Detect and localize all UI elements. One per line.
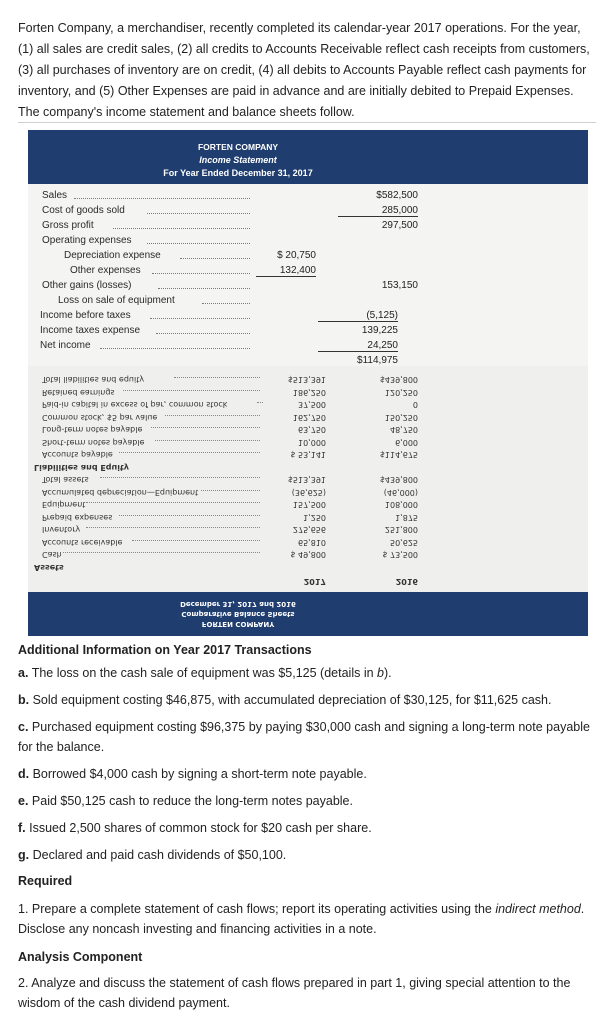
leader-dots <box>150 310 250 319</box>
bs-row-label: Common stock, $5 par value <box>42 413 158 422</box>
bs-row-label: Retained earnings <box>42 388 115 397</box>
bs-row <box>28 549 588 560</box>
bs-row-2017: 10,000 <box>298 438 326 447</box>
analysis-heading: Analysis Component <box>18 950 143 964</box>
item-emphasis: b <box>377 666 384 680</box>
required-item-1 <box>18 899 596 939</box>
required-1-emphasis: indirect method <box>495 902 581 916</box>
leader-dots <box>147 205 250 214</box>
leader-dots <box>100 340 250 349</box>
bs-row-label: Prepaid expenses <box>42 513 113 522</box>
bs-row-2016: 120,250 <box>384 388 418 397</box>
is-row <box>28 205 588 219</box>
bs-row <box>28 424 588 435</box>
item-letter: f. <box>18 821 26 835</box>
additional-info-heading: Additional Information on Year 2017 Transactions <box>18 643 312 657</box>
income-statement-header <box>28 130 588 184</box>
item-letter: d. <box>18 767 30 781</box>
is-row-label: Income taxes expense <box>40 325 141 336</box>
is-row-label: Gross profit <box>42 220 94 231</box>
is-row <box>28 220 588 234</box>
is-row <box>28 250 588 264</box>
is-row <box>28 265 588 279</box>
bs-row-2016: $114,675 <box>379 450 418 460</box>
bs-row-2017: 162,750 <box>292 413 326 422</box>
is-row-label: Net income <box>40 340 91 351</box>
bs-row-2016: 50,625 <box>390 538 418 547</box>
is-row-amount-outer: 285,000 <box>338 205 418 217</box>
bs-row <box>28 524 588 535</box>
divider <box>18 122 596 123</box>
bs-row-label: Paid-in capital in excess of par, common stock <box>42 400 228 410</box>
item-text: Paid $50,125 cash to reduce the long-term notes payable. <box>31 794 353 808</box>
leader-dots <box>113 220 250 229</box>
is-row <box>28 235 588 249</box>
bs-row-2016: $439,800 <box>379 375 418 385</box>
bs-row-2016: $439,800 <box>379 475 418 485</box>
is-row-label: Depreciation expense <box>64 250 161 261</box>
bs-row <box>28 499 588 510</box>
is-row-amount-inner: 132,400 <box>256 265 316 277</box>
is-row-amount-outer: $114,975 <box>318 355 398 366</box>
is-row-label: Cost of goods sold <box>42 205 125 216</box>
bs-column-headers <box>28 575 588 586</box>
additional-item <box>18 818 596 838</box>
is-row <box>28 295 588 309</box>
item-letter: g. <box>18 848 30 862</box>
is-row-amount-inner: $ 20,750 <box>277 250 316 261</box>
intro-paragraph: Forten Company, a merchandiser, recently completed its calendar-year 2017 operations. For the year, (1) all sales are credit sales, (2) all credits to Accounts Receivable reflect cash receipts from customers, (3) all purchases of inventory are on credit, (4) all debits to Accounts Payable reflect cash payments for inventory, and (5) Other Expenses are paid in advance and are initially debited to Prepaid Expenses. The company's income statement and balance sheets follow. <box>18 21 590 119</box>
leader-dots <box>158 280 250 289</box>
bs-row-label: Total liabilities and equity <box>42 375 145 385</box>
bs-row-2017: 157,500 <box>292 500 326 510</box>
bs-row <box>28 374 588 385</box>
bs-row <box>28 386 588 397</box>
is-row <box>28 280 588 294</box>
additional-item <box>18 690 596 710</box>
income-statement-image <box>28 130 588 366</box>
bs-period: December 31, 2017 and 2016 <box>180 600 296 608</box>
bs-row <box>28 399 588 410</box>
bs-row-2017: $ 53,141 <box>290 450 326 460</box>
leader-dots <box>74 190 250 199</box>
bs-row-label: Accumulated depreciation—Equipment <box>42 488 199 497</box>
bs-row-2016: 1,875 <box>395 513 418 522</box>
bs-row <box>28 486 588 497</box>
item-text: Declared and paid cash dividends of $50,100. <box>32 848 287 862</box>
bs-col-2016: 2016 <box>395 577 418 586</box>
leader-dots <box>119 453 260 460</box>
balance-sheet-mirrored <box>28 366 588 636</box>
leader-dots <box>201 490 260 497</box>
item-letter: c. <box>18 720 29 734</box>
leader-dots <box>180 250 250 259</box>
is-row <box>28 310 588 324</box>
leader-dots <box>147 235 250 244</box>
is-company-name: FORTEN COMPANY <box>197 142 279 152</box>
bs-row-label: Accounts receivable <box>42 538 123 547</box>
bs-row-label: Cash <box>42 550 62 560</box>
bs-row-2017: $ 49,800 <box>290 550 326 560</box>
leader-dots <box>257 403 263 410</box>
leader-dots <box>202 295 250 304</box>
leader-dots <box>119 515 260 522</box>
leader-dots <box>174 378 260 385</box>
bs-row-2017: 1,250 <box>303 513 326 522</box>
leader-dots <box>156 325 250 334</box>
item-letter: a. <box>18 666 29 680</box>
leader-dots <box>123 390 260 397</box>
bs-col-2017: 2017 <box>303 577 326 586</box>
leader-dots <box>100 478 260 485</box>
additional-item <box>18 791 596 811</box>
is-row <box>28 355 588 366</box>
leader-dots <box>63 553 260 560</box>
is-row-amount-outer: 139,225 <box>361 325 398 336</box>
is-period: For Year Ended December 31, 2017 <box>163 168 313 178</box>
is-row-amount-outer: $582,500 <box>376 190 418 201</box>
bs-row-label: Equipment <box>42 500 86 510</box>
leader-dots <box>132 540 260 547</box>
leader-dots <box>86 503 260 510</box>
bs-row-2017: 65,810 <box>298 538 326 547</box>
is-row-label: Other gains (losses) <box>42 280 132 291</box>
bs-row-2017: 37,500 <box>298 400 326 410</box>
is-row-label: Other expenses <box>70 265 141 276</box>
item-text: Purchased equipment costing $96,375 by paying $30,000 cash and signing a long-term note payable for the balance. <box>18 720 590 754</box>
balance-sheet-header <box>28 592 588 636</box>
is-title: Income Statement <box>199 155 277 165</box>
bs-row-2016: (46,000) <box>383 488 418 497</box>
item-text: Sold equipment costing $46,875, with accumulated depreciation of $30,125, for $11,625 cash. <box>32 693 552 707</box>
bs-row-2016: 150,250 <box>384 413 418 422</box>
bs-row <box>28 474 588 485</box>
bs-row <box>28 436 588 447</box>
additional-item <box>18 845 596 865</box>
bs-row-label: Accounts payable <box>42 450 113 460</box>
leader-dots <box>155 440 260 447</box>
required-1-tail: . Disclose any noncash investing and financing activities in a note. <box>18 902 585 936</box>
bs-row <box>28 511 588 522</box>
leader-dots <box>151 428 260 435</box>
bs-row-2016: 0 <box>412 400 418 410</box>
bs-row-2017: $513,391 <box>287 375 326 385</box>
additional-item <box>18 717 596 757</box>
is-row-label: Sales <box>42 190 68 201</box>
leader-dots <box>152 265 250 274</box>
bs-row-2017: (36,625) <box>291 488 326 497</box>
bs-row-label: Liabilities and Equity <box>34 463 130 472</box>
additional-item <box>18 663 596 683</box>
bs-row-label: Assets <box>34 563 64 572</box>
item-letter: e. <box>18 794 29 808</box>
bs-row <box>28 449 588 460</box>
bs-row <box>28 536 588 547</box>
bs-row-2017: 63,750 <box>298 425 326 435</box>
bs-row-2016: 251,800 <box>384 525 418 535</box>
bs-row-label: Total assets <box>42 475 89 485</box>
required-heading: Required <box>18 874 73 888</box>
bs-row-label: Long-term notes payable <box>42 425 143 435</box>
bs-row-label: Inventory <box>42 525 81 535</box>
balance-sheet-image <box>28 366 588 636</box>
analysis-item-2: 2. Analyze and discuss the statement of cash flows prepared in part 1, giving special attention to the wisdom of the cash dividend payment. <box>18 976 571 1010</box>
bs-row <box>28 461 588 472</box>
bs-row <box>28 411 588 422</box>
additional-item <box>18 764 596 784</box>
item-text: Issued 2,500 shares of common stock for $20 cash per share. <box>29 821 372 835</box>
item-text: Borrowed $4,000 cash by signing a short-term note payable. <box>32 767 367 781</box>
is-row <box>28 190 588 204</box>
is-row-label: Operating expenses <box>42 235 132 246</box>
is-row <box>28 340 588 354</box>
is-row-amount-outer: 153,150 <box>381 280 418 291</box>
is-row-label: Loss on sale of equipment <box>58 295 175 306</box>
is-row-amount-outer: 297,500 <box>381 220 418 231</box>
is-row-label: Income before taxes <box>40 310 131 321</box>
leader-dots <box>86 528 260 535</box>
leader-dots <box>165 415 260 422</box>
bs-company-name: FORTEN COMPANY <box>201 620 275 628</box>
bs-row-2016: 6,000 <box>395 438 418 447</box>
bs-row <box>28 561 588 572</box>
bs-row-2017: 186,250 <box>292 388 326 397</box>
is-row <box>28 325 588 339</box>
bs-row-2016: 48,750 <box>390 425 418 435</box>
item-tail: ). <box>383 666 392 680</box>
bs-row-2017: $513,391 <box>287 475 326 485</box>
is-row-amount-outer: (5,125) <box>318 310 398 322</box>
item-letter: b. <box>18 693 30 707</box>
bs-title: Comparative Balance Sheets <box>181 610 295 618</box>
item-text: The loss on the cash sale of equipment was $5,125 (details in <box>31 666 378 680</box>
bs-row-2017: 275,656 <box>292 525 326 535</box>
bs-row-2016: 108,000 <box>384 500 418 510</box>
is-row-amount-outer: 24,250 <box>318 340 398 352</box>
bs-row-label: Short-term notes payable <box>42 438 145 447</box>
required-1-text: 1. Prepare a complete statement of cash flows; report its operating activities using the <box>18 902 496 916</box>
bs-row-2016: $ 73,500 <box>382 550 418 560</box>
